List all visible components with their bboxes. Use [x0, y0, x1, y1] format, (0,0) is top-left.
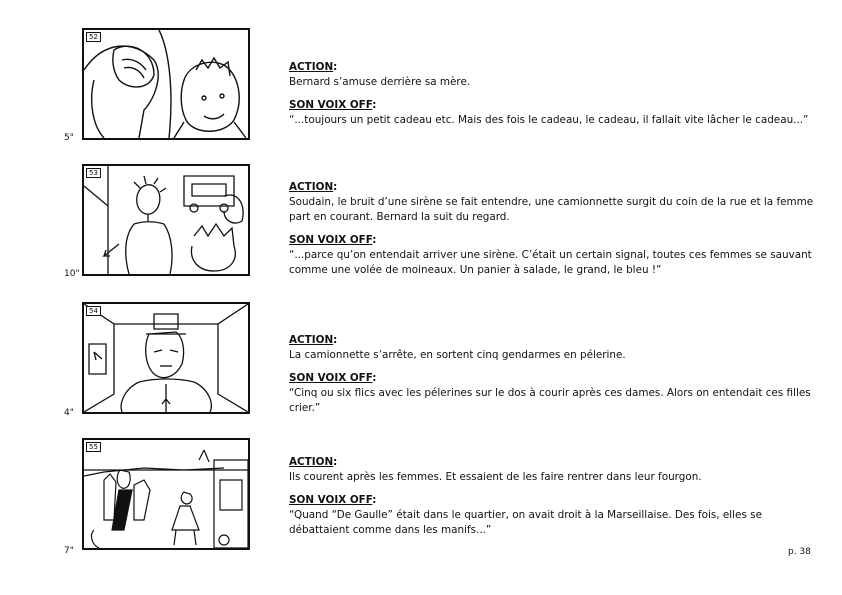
panel-54-text: ACTION: La camionnette s’arrête, en sortent cinq gendarmes en pélerine. SON VOIX OFF: “Cinq ou six flics avec les pélerines sur le dos à courir après ces dames. Alors on entendait ces filles crier.”	[289, 333, 819, 416]
panel-53-text: ACTION: Soudain, le bruit d’une sirène se fait entendre, une camionnette surgit du coin de la rue et la femme part en courant. Bernard la suit du regard. SON VOIX OFF: “...parce qu’on entendait arriver une sirène. C’était un certain signal, toutes ces femmes se sauvant comme une volée de moineaux. Un panier à salade, le grand, le bleu !”	[289, 180, 819, 278]
frame-duration: 5"	[64, 133, 74, 143]
action-text: Bernard s’amuse derrière sa mère.	[289, 76, 471, 88]
action-heading: ACTION	[289, 334, 334, 346]
page-number: p. 38	[788, 547, 811, 557]
frame-number: 52	[86, 32, 101, 42]
frame-number: 54	[86, 306, 101, 316]
voice-over-heading: SON VOIX OFF	[289, 99, 373, 111]
frame-duration: 4"	[64, 408, 74, 418]
frame-number: 53	[86, 168, 101, 178]
sketch-police-chasing-women	[84, 440, 248, 548]
storyboard-frame-54	[82, 302, 250, 414]
action-heading: ACTION	[289, 61, 334, 73]
panel-55-text: ACTION: Ils courent après les femmes. Et essaient de les faire rentrer dans leur fourgon. SON VOIX OFF: “Quand “De Gaulle” était dans le quartier, on avait droit à la Marseillaise. Des fois, elles se débattaient comme dans les manifs...”	[289, 455, 819, 538]
voice-over-text: “Quand “De Gaulle” était dans le quartier, on avait droit à la Marseillaise. Des fois, elles se débattaient comme dans les manifs...”	[289, 509, 762, 536]
storyboard-frame-55	[82, 438, 250, 550]
frame-duration: 10"	[64, 269, 80, 279]
sketch-woman-running-van	[84, 166, 248, 274]
sketch-mother-and-boy	[84, 30, 248, 138]
storyboard-frame-53	[82, 164, 250, 276]
action-text: Soudain, le bruit d’une sirène se fait entendre, une camionnette surgit du coin de la rue et la femme part en courant. Bernard la suit du regard.	[289, 196, 814, 223]
frame-number: 55	[86, 442, 101, 452]
voice-over-text: “...parce qu’on entendait arriver une sirène. C’était un certain signal, toutes ces femmes se sauvant comme une volée de moineaux. Un panier à salade, le grand, le bleu !”	[289, 249, 812, 276]
voice-over-text: “Cinq ou six flics avec les pélerines sur le dos à courir après ces dames. Alors on entendait ces filles crier.”	[289, 387, 811, 414]
action-heading: ACTION	[289, 181, 334, 193]
voice-over-text: “...toujours un petit cadeau etc. Mais des fois le cadeau, le cadeau, il fallait vite lâcher le cadeau...”	[289, 114, 809, 126]
storyboard-frame-52	[82, 28, 250, 140]
sketch-gendarme-in-van	[84, 304, 248, 412]
panel-52-text: ACTION: Bernard s’amuse derrière sa mère. SON VOIX OFF: “...toujours un petit cadeau etc. Mais des fois le cadeau, le cadeau, il fallait vite lâcher le cadeau...”	[289, 60, 819, 128]
action-text: La camionnette s’arrête, en sortent cinq gendarmes en pélerine.	[289, 349, 626, 361]
frame-duration: 7"	[64, 546, 74, 556]
voice-over-heading: SON VOIX OFF	[289, 372, 373, 384]
action-text: Ils courent après les femmes. Et essaient de les faire rentrer dans leur fourgon.	[289, 471, 702, 483]
voice-over-heading: SON VOIX OFF	[289, 494, 373, 506]
voice-over-heading: SON VOIX OFF	[289, 234, 373, 246]
action-heading: ACTION	[289, 456, 334, 468]
